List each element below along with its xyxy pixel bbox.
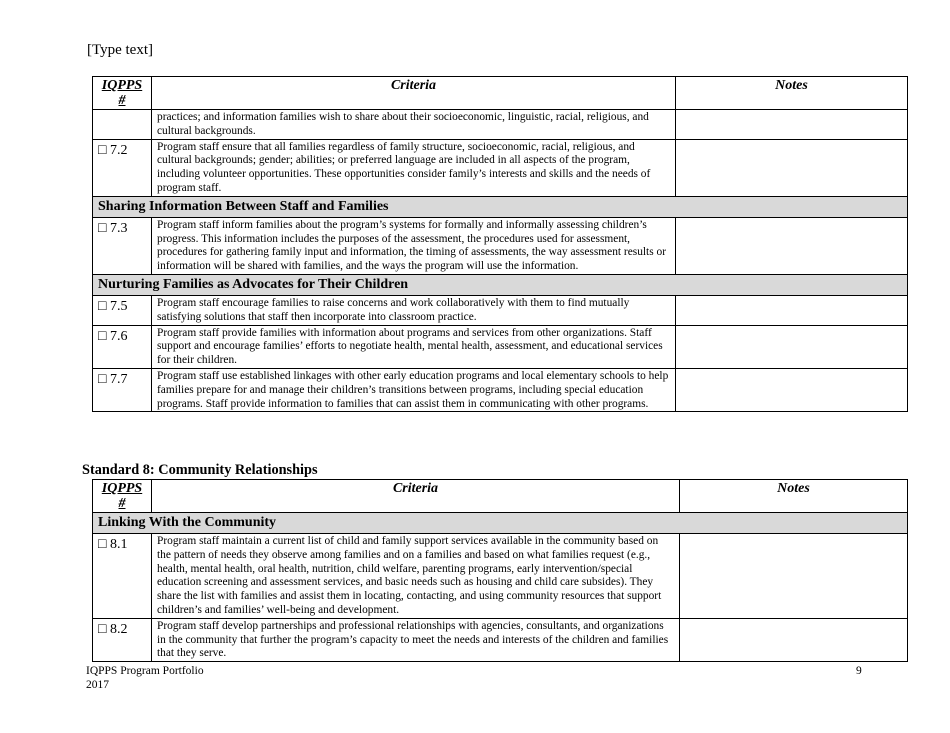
criterion-id: □ 8.1 xyxy=(93,534,152,619)
table-header-row xyxy=(93,77,908,110)
criterion-text: Program staff encourage families to raise concerns and work collaboratively with them to find mutually satisfying solutions that staff then incorporate into classroom practice. xyxy=(152,295,676,325)
table-row xyxy=(93,618,908,661)
column-header-criteria: Criteria xyxy=(152,77,676,110)
criterion-id: □ 7.6 xyxy=(93,325,152,368)
notes-cell[interactable] xyxy=(676,295,908,325)
criterion-text: Program staff develop partnerships and professional relationships with agencies, consultants, and organizations in the community that further the program’s capacity to meet the needs and interests of the children and families that they serve. xyxy=(152,618,680,661)
column-header-criteria: Criteria xyxy=(152,480,680,513)
table-row xyxy=(93,295,908,325)
column-header-notes: Notes xyxy=(680,480,908,513)
section-row xyxy=(93,196,908,217)
table-row xyxy=(93,534,908,619)
table-row xyxy=(93,217,908,274)
table-row xyxy=(93,139,908,196)
section-row xyxy=(93,274,908,295)
criterion-text: Program staff use established linkages with other early education programs and local elementary schools to help families prepare for and manage their children’s transitions between programs, including special education programs. Staff provide information to families that can assist them in communicating with other programs. xyxy=(152,368,676,411)
table-row xyxy=(93,368,908,411)
criterion-text: practices; and information families wish to share about their socioeconomic, linguistic, racial, religious, and cultural backgrounds. xyxy=(152,110,676,140)
criterion-text: Program staff provide families with information about programs and services from other organizations. Staff support and encourage families’ efforts to negotiate health, mental health, assessment, and educational services for their children. xyxy=(152,325,676,368)
criterion-text: Program staff inform families about the program’s systems for formally and informally assessing children’s progress. This information includes the purposes of the assessment, the procedures used for assessment, procedures for gathering family input and information, the timing of assessments, the way assessment results or information will be shared with families, and the ways the program will use the information. xyxy=(152,217,676,274)
notes-cell[interactable] xyxy=(676,325,908,368)
column-header-id: IQPPS # xyxy=(93,480,152,513)
notes-cell[interactable] xyxy=(676,368,908,411)
section-heading: Linking With the Community xyxy=(93,513,908,534)
criteria-table-standard-8 xyxy=(92,479,908,662)
column-header-id: IQPPS # xyxy=(93,77,152,110)
criterion-id: □ 7.2 xyxy=(93,139,152,196)
column-header-notes: Notes xyxy=(676,77,908,110)
section-row xyxy=(93,513,908,534)
table-row xyxy=(93,110,908,140)
criterion-id: □ 7.3 xyxy=(93,217,152,274)
footer-title: IQPPS Program Portfolio xyxy=(86,665,204,677)
notes-cell[interactable] xyxy=(676,139,908,196)
criterion-text: Program staff maintain a current list of child and family support services available in the community based on the pattern of needs they observe among families and on a families and based on what families request (e.g., health, mental health, oral health, nutrition, child welfare, parenting programs, early intervention/special education screening and assessment services, and basic needs such as housing and child care subsides). They share the list with families and assist them in locating, contacting, and using community resources that support children’s and families’ well-being and development. xyxy=(152,534,680,619)
header-placeholder-text: [Type text] xyxy=(87,42,154,58)
criterion-id: □ 7.5 xyxy=(93,295,152,325)
table-row xyxy=(93,325,908,368)
criterion-text: Program staff ensure that all families regardless of family structure, socioeconomic, racial, religious, and cultural backgrounds; gender; abilities; or preferred language are included in all aspects of the program, including volunteer opportunities. These opportunities consider family’s interests and skills and the needs of program staff. xyxy=(152,139,676,196)
criterion-id: □ 8.2 xyxy=(93,618,152,661)
footer-year: 2017 xyxy=(86,679,109,691)
page-number: 9 xyxy=(856,665,862,677)
notes-cell[interactable] xyxy=(680,618,908,661)
table-header-row xyxy=(93,480,908,513)
notes-cell[interactable] xyxy=(676,217,908,274)
criterion-id xyxy=(93,110,152,140)
section-heading: Sharing Information Between Staff and Families xyxy=(93,196,908,217)
standard-8-title: Standard 8: Community Relationships xyxy=(82,462,318,478)
criteria-table-standard-7 xyxy=(92,76,908,412)
criterion-id: □ 7.7 xyxy=(93,368,152,411)
section-heading: Nurturing Families as Advocates for Their Children xyxy=(93,274,908,295)
notes-cell[interactable] xyxy=(676,110,908,140)
notes-cell[interactable] xyxy=(680,534,908,619)
